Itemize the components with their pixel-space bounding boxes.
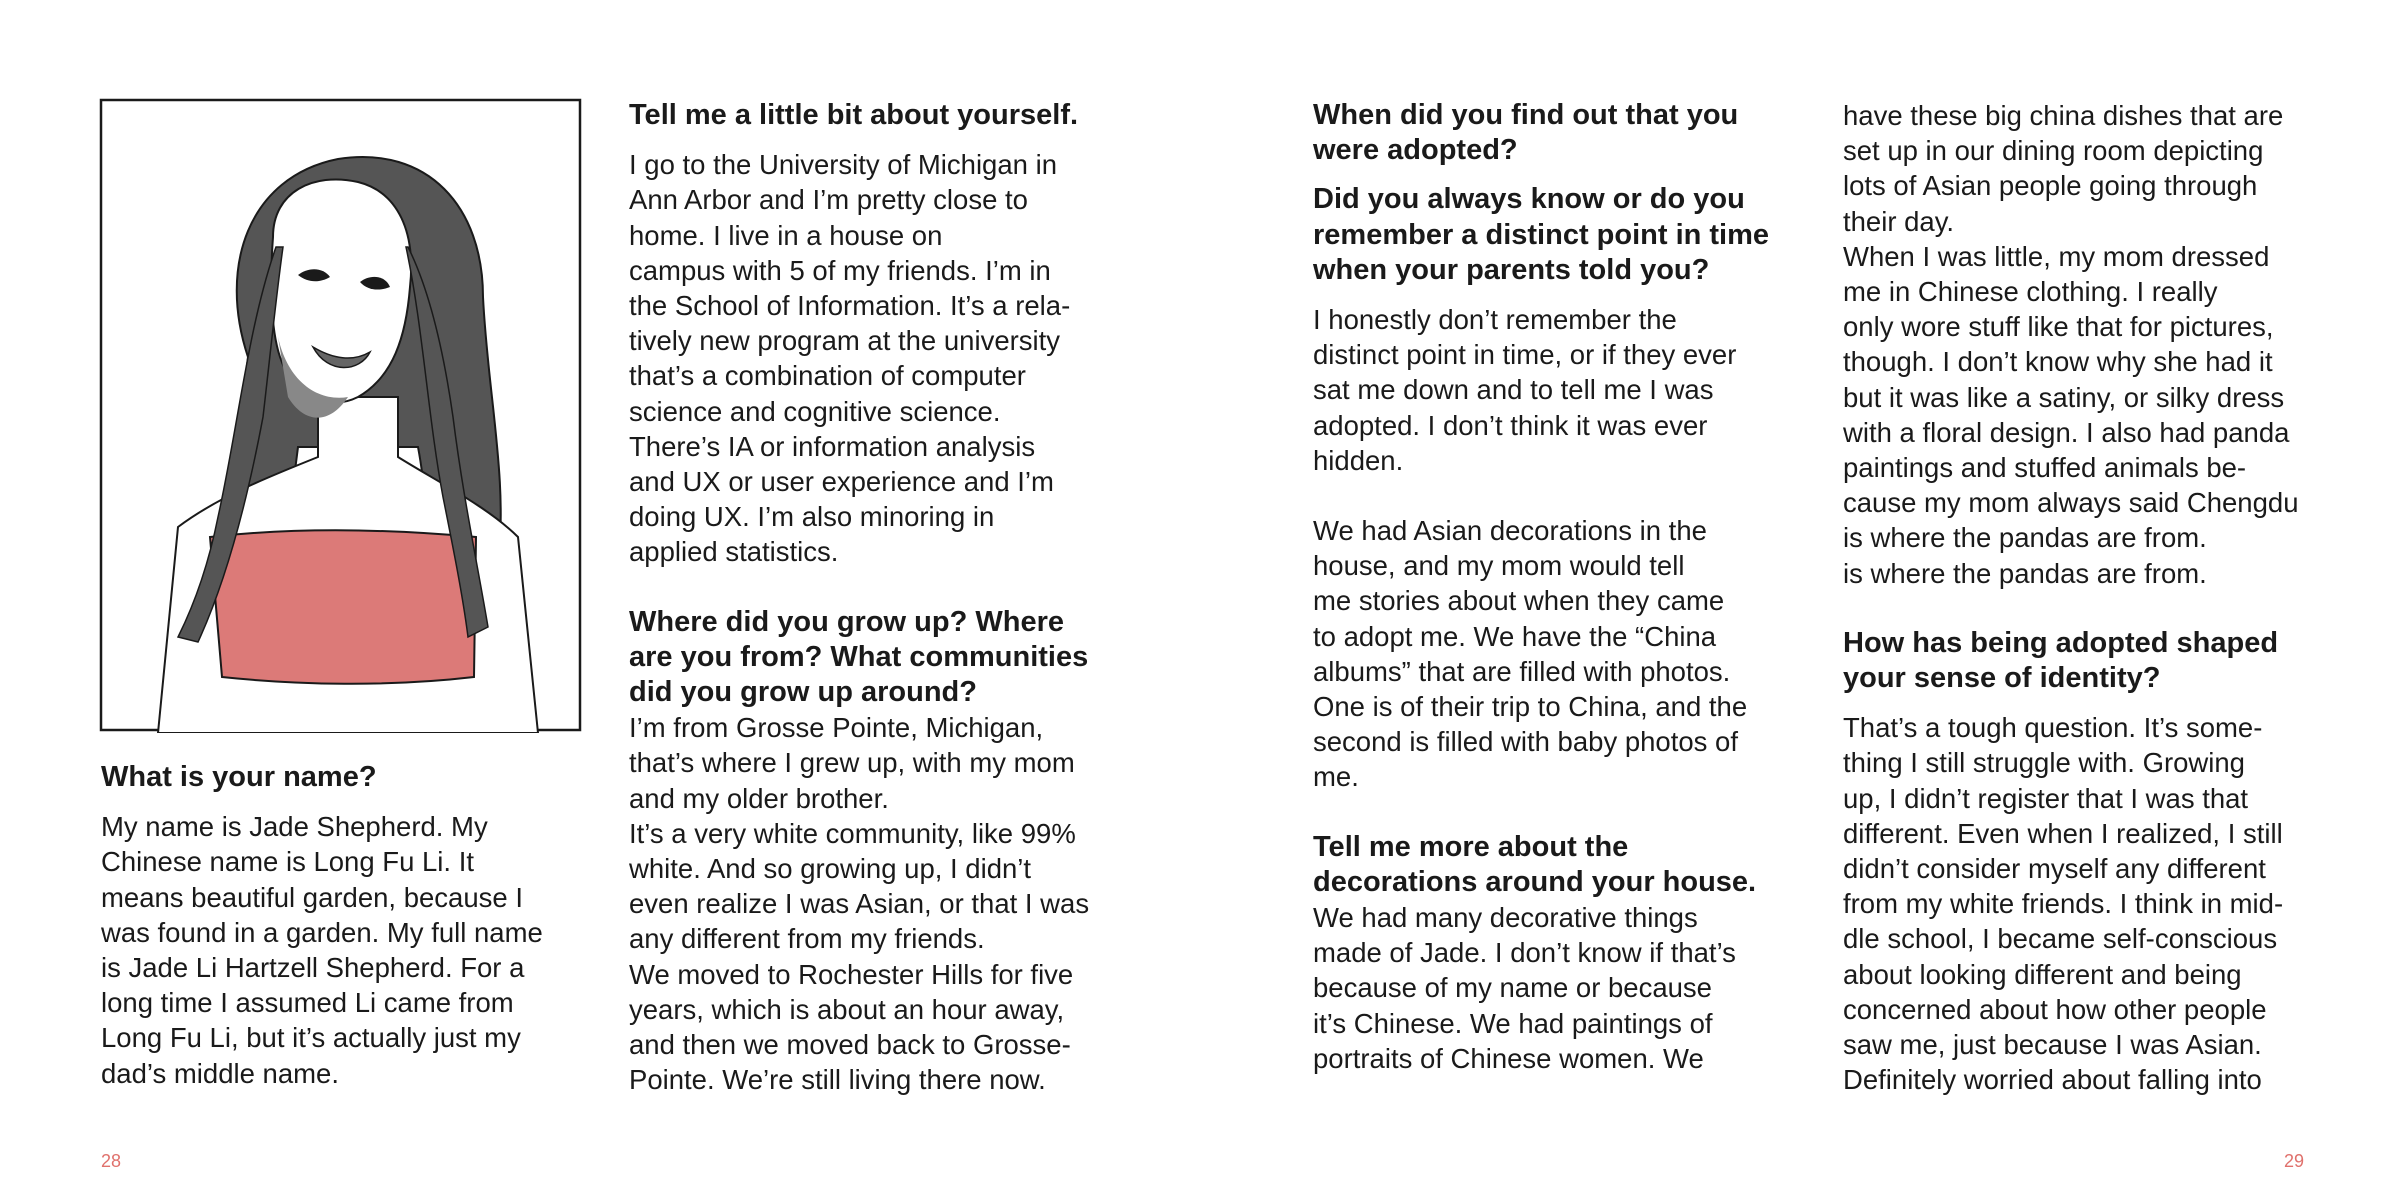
question-grow: Where did you grow up? Where are you from? What communities did you grow up around? [629,605,1089,709]
column-name [101,760,581,1091]
question-name: What is your name? [101,761,377,793]
portrait-illustration [98,97,584,733]
question-decorations: Tell me more about the decorations around your house. [1313,830,1757,898]
column-find-out [1313,98,1803,1076]
answer-find-out: I honestly don’t remember the distinct point in time, or if they ever sat me down and to tell me I was adopted. I don’t think it was ever hidden. [1313,304,1737,476]
answer-decorations: We had many decorative things made of Jade. I don’t know if that’s because of my name or because it’s Chinese. We had paintings of portraits of Chinese women. We [1313,902,1736,1074]
strapless-top [210,530,476,684]
page-number-right: 29 [2284,1151,2305,1171]
question-about: Tell me a little bit about yourself. [629,99,1079,131]
answer-name: My name is Jade Shepherd. My Chinese name is Long Fu Li. It means beautiful garden, because I was found in a garden. My full name is Jade Li Hartzell Shepherd. For a long time I assumed Li came from Long Fu Li, but it’s actually just my dad’s middle name. [101,811,543,1089]
page-number-left: 28 [101,1151,122,1171]
column-about [629,98,1119,1097]
column-identity [1843,98,2333,1097]
question-find-out: When did you find out that you were adopted? [1313,99,1739,167]
answer-identity: That’s a tough question. It’s some- thing I still struggle with. Growing up, I didn’t register that I was that different. Even when I realized, I still didn’t consider myself any different from my white friends. I think in mid- dle school, I became self-conscious about looking different and being concerned about how other people saw me, just because I was Asian. Definitely worried about falling into [1843,712,2284,1096]
answer-grow: I’m from Grosse Pointe, Michigan, that’s where I grew up, with my mom and my older brother. It’s a very white community, like 99% white. And so growing up, I didn’t even realize I was Asian, or that I was any different from my friends. We moved to Rochester Hills for five years, which is about an hour away, and then we moved back to Grosse- Pointe. We’re still living there now. [629,712,1090,1096]
question-distinct-point: Did you always know or do you remember a distinct point in time when your parents told you? [1313,183,1770,286]
question-identity: How has being adopted shaped your sense of identity? [1843,626,2279,695]
answer-decorations-continued: have these big china dishes that are set up in our dining room depicting lots of Asian people going through their day. When I was little, my mom dressed me in Chinese clothing. I really only wore stuff like that for pictures, though. I don’t know why she had it but it was like a satiny, or silky dress with a floral design. I also had panda paintings and stuffed animals be- cause my mom always said Chengdu is where the pandas are from. is where the pandas are from. [1843,100,2299,589]
answer-decorations-intro: We had Asian decorations in the house, and my mom would tell me stories about when they came to adopt me. We have the “China albums” that are filled with photos. One is of their trip to China, and the second is filled with baby photos of me. [1313,515,1748,793]
answer-about: I go to the University of Michigan in Ann Arbor and I’m pretty close to home. I live in a house on campus with 5 of my friends. I’m in the School of Information. It’s a rela- tively new program at the university that’s a combination of computer science and cognitive science. There’s IA or information analysis and UX or user experience and I’m doing UX. I’m also minoring in applied statistics. [629,149,1071,568]
